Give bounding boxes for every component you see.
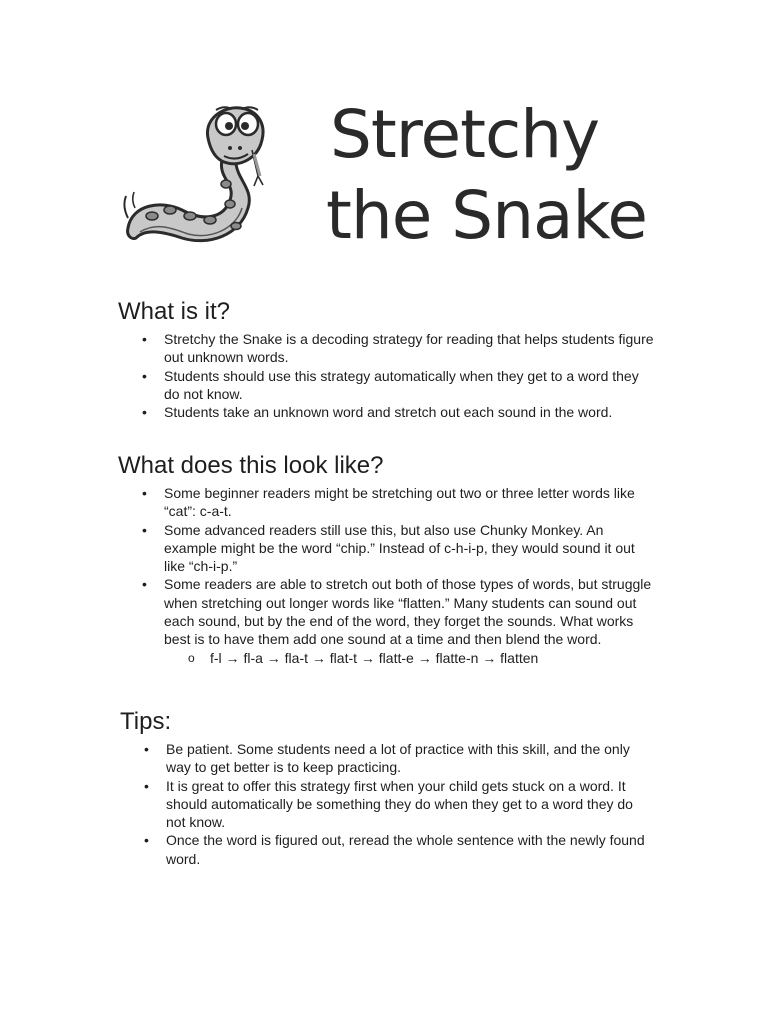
title-line-1: Stretchy xyxy=(330,96,600,173)
list-item: • Stretchy the Snake is a decoding strategy for reading that helps students figure out unknown words. xyxy=(164,330,654,367)
list-item: • Some beginner readers might be stretching out two or three letter words like “cat”: c-a-t. xyxy=(164,484,654,521)
list-item: • Some readers are able to stretch out both of those types of words, but struggle when stretching out longer words like “flatten.” Many students can sound out each sound, but by the end of the word, they forget the sounds. What works best is to have them add one sound at a time and then blend the word. xyxy=(164,575,654,648)
sub-list-item: o f-l → fl-a → fla-t → flat-t → flatt-e → flatte-n → flatten xyxy=(210,649,630,667)
list-item: • Students should use this strategy automatically when they get to a word they do not know. xyxy=(164,367,654,404)
list-item: • It is great to offer this strategy first when your child gets stuck on a word. It should automatically be something they do when they get to a word they do not know. xyxy=(166,777,656,832)
section-what-is-it xyxy=(118,298,678,421)
section-tips xyxy=(120,708,680,868)
bullet-list xyxy=(118,484,678,649)
list-item: • Students take an unknown word and stretch out each sound in the word. xyxy=(164,403,654,421)
section-what-does-this-look-like xyxy=(118,452,678,667)
section-heading: What is it? xyxy=(118,298,231,325)
list-item: • Be patient. Some students need a lot of practice with this skill, and the only way to get better is to keep practicing. xyxy=(166,740,656,777)
section-heading: Tips: xyxy=(120,708,172,735)
bullet-list xyxy=(120,740,680,868)
list-item: • Once the word is figured out, reread the whole sentence with the newly found word. xyxy=(166,831,656,868)
section-heading: What does this look like? xyxy=(118,452,384,479)
bullet-list xyxy=(118,330,678,421)
snake-illustration xyxy=(112,100,282,252)
list-item: • Some advanced readers still use this, but also use Chunky Monkey. An example might be the word “chip.” Instead of c-h-i-p, they would sound it out like “ch-i-p.” xyxy=(164,521,654,576)
title-line-2: the Snake xyxy=(326,177,647,254)
sub-bullet-list xyxy=(118,649,678,667)
page-title xyxy=(326,96,647,258)
